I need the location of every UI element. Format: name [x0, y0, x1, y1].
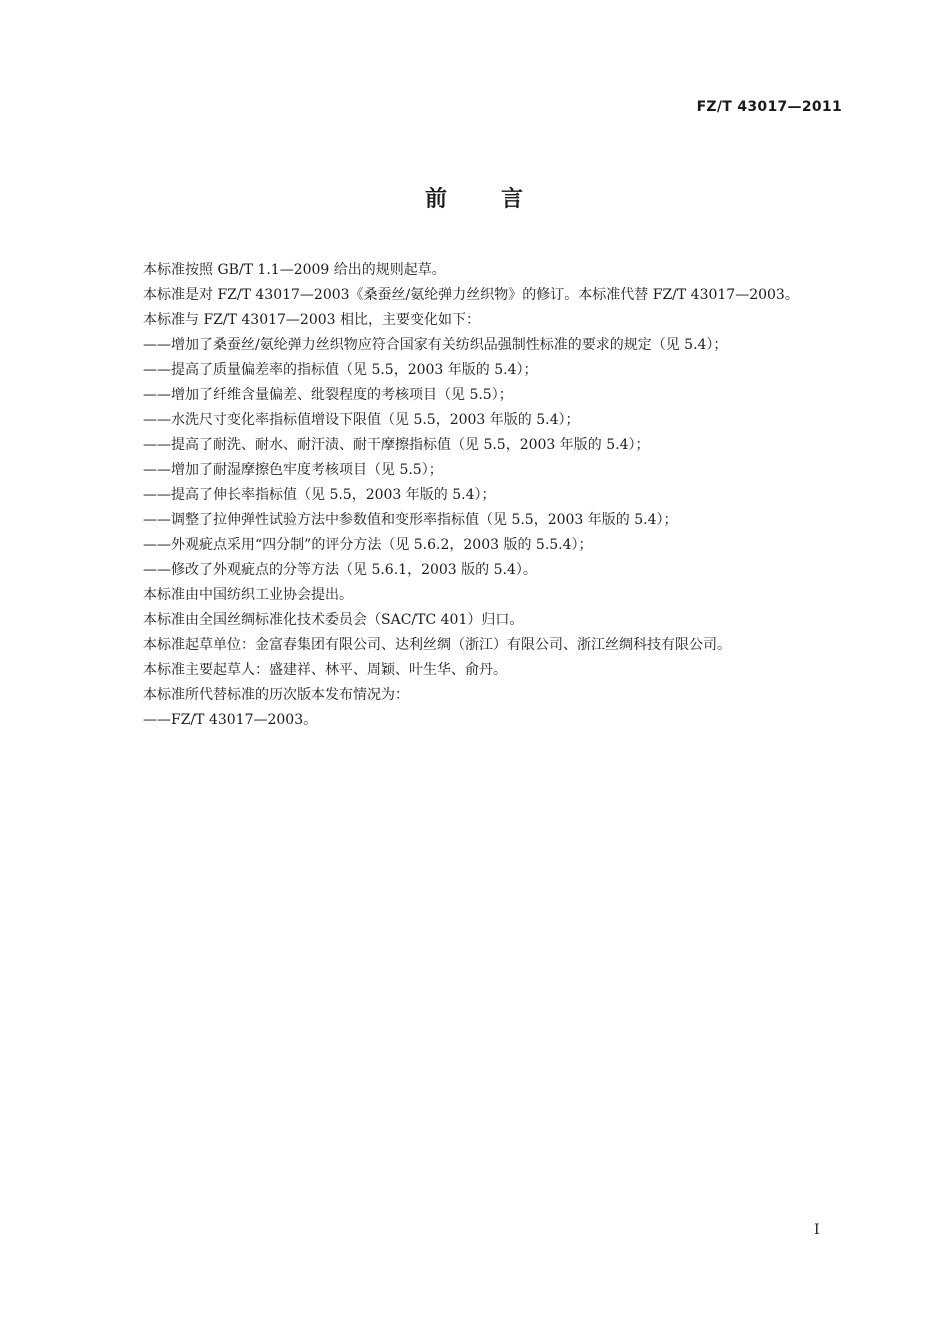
change-item: ——提高了伸长率指标值（见 5.5，2003 年版的 5.4）；	[143, 487, 496, 503]
page-number: I	[814, 1222, 820, 1238]
paragraph-revision: 本标准是对 FZ/T 43017—2003《桑蚕丝/氨纶弹力丝织物》的修订。本标准代替 FZ/T 43017—2003。	[143, 287, 799, 303]
change-item: ——调整了拉伸弹性试验方法中参数值和变形率指标值（见 5.5，2003 年版的 5.4）；	[143, 512, 678, 528]
title-char-1: 前	[424, 187, 449, 212]
paragraph-proposer: 本标准由中国纺织工业协会提出。	[143, 587, 353, 603]
paragraph-drafting-units: 本标准起草单位：金富春集团有限公司、达利丝绸（浙江）有限公司、浙江丝绸科技有限公司。	[143, 637, 731, 653]
change-item: ——修改了外观疵点的分等方法（见 5.6.1，2003 版的 5.4）。	[143, 562, 537, 578]
title-char-2: 言	[501, 187, 526, 212]
change-item: ——提高了质量偏差率的指标值（见 5.5，2003 年版的 5.4）；	[143, 362, 538, 378]
paragraph-changes-intro: 本标准与 FZ/T 43017—2003 相比，主要变化如下：	[143, 312, 481, 328]
foreword-body	[143, 258, 863, 733]
change-item: ——增加了纤维含量偏差、纰裂程度的考核项目（见 5.5）；	[143, 387, 513, 403]
change-item: ——外观疵点采用“四分制”的评分方法（见 5.6.2，2003 版的 5.5.4）；	[143, 537, 593, 553]
history-item: ——FZ/T 43017—2003。	[143, 712, 318, 728]
change-item: ——提高了耐洗、耐水、耐汗渍、耐干摩擦指标值（见 5.5，2003 年版的 5.4）；	[143, 437, 650, 453]
paragraph-drafting-rules: 本标准按照 GB/T 1.1—2009 给出的规则起草。	[143, 262, 446, 278]
paragraph-drafters: 本标准主要起草人：盛建祥、林平、周颖、叶生华、俞丹。	[143, 662, 507, 678]
change-item: ——水洗尺寸变化率指标值增设下限值（见 5.5，2003 年版的 5.4）；	[143, 412, 580, 428]
change-item: ——增加了耐湿摩擦色牢度考核项目（见 5.5）；	[143, 462, 443, 478]
change-item: ——增加了桑蚕丝/氨纶弹力丝织物应符合国家有关纺织品强制性标准的要求的规定（见 5.4）；	[143, 337, 728, 353]
paragraph-committee: 本标准由全国丝绸标准化技术委员会（SAC/TC 401）归口。	[143, 612, 524, 628]
paragraph-history: 本标准所代替标准的历次版本发布情况为：	[143, 687, 409, 703]
page-title	[0, 182, 950, 213]
standard-code: FZ/T 43017—2011	[696, 99, 842, 115]
